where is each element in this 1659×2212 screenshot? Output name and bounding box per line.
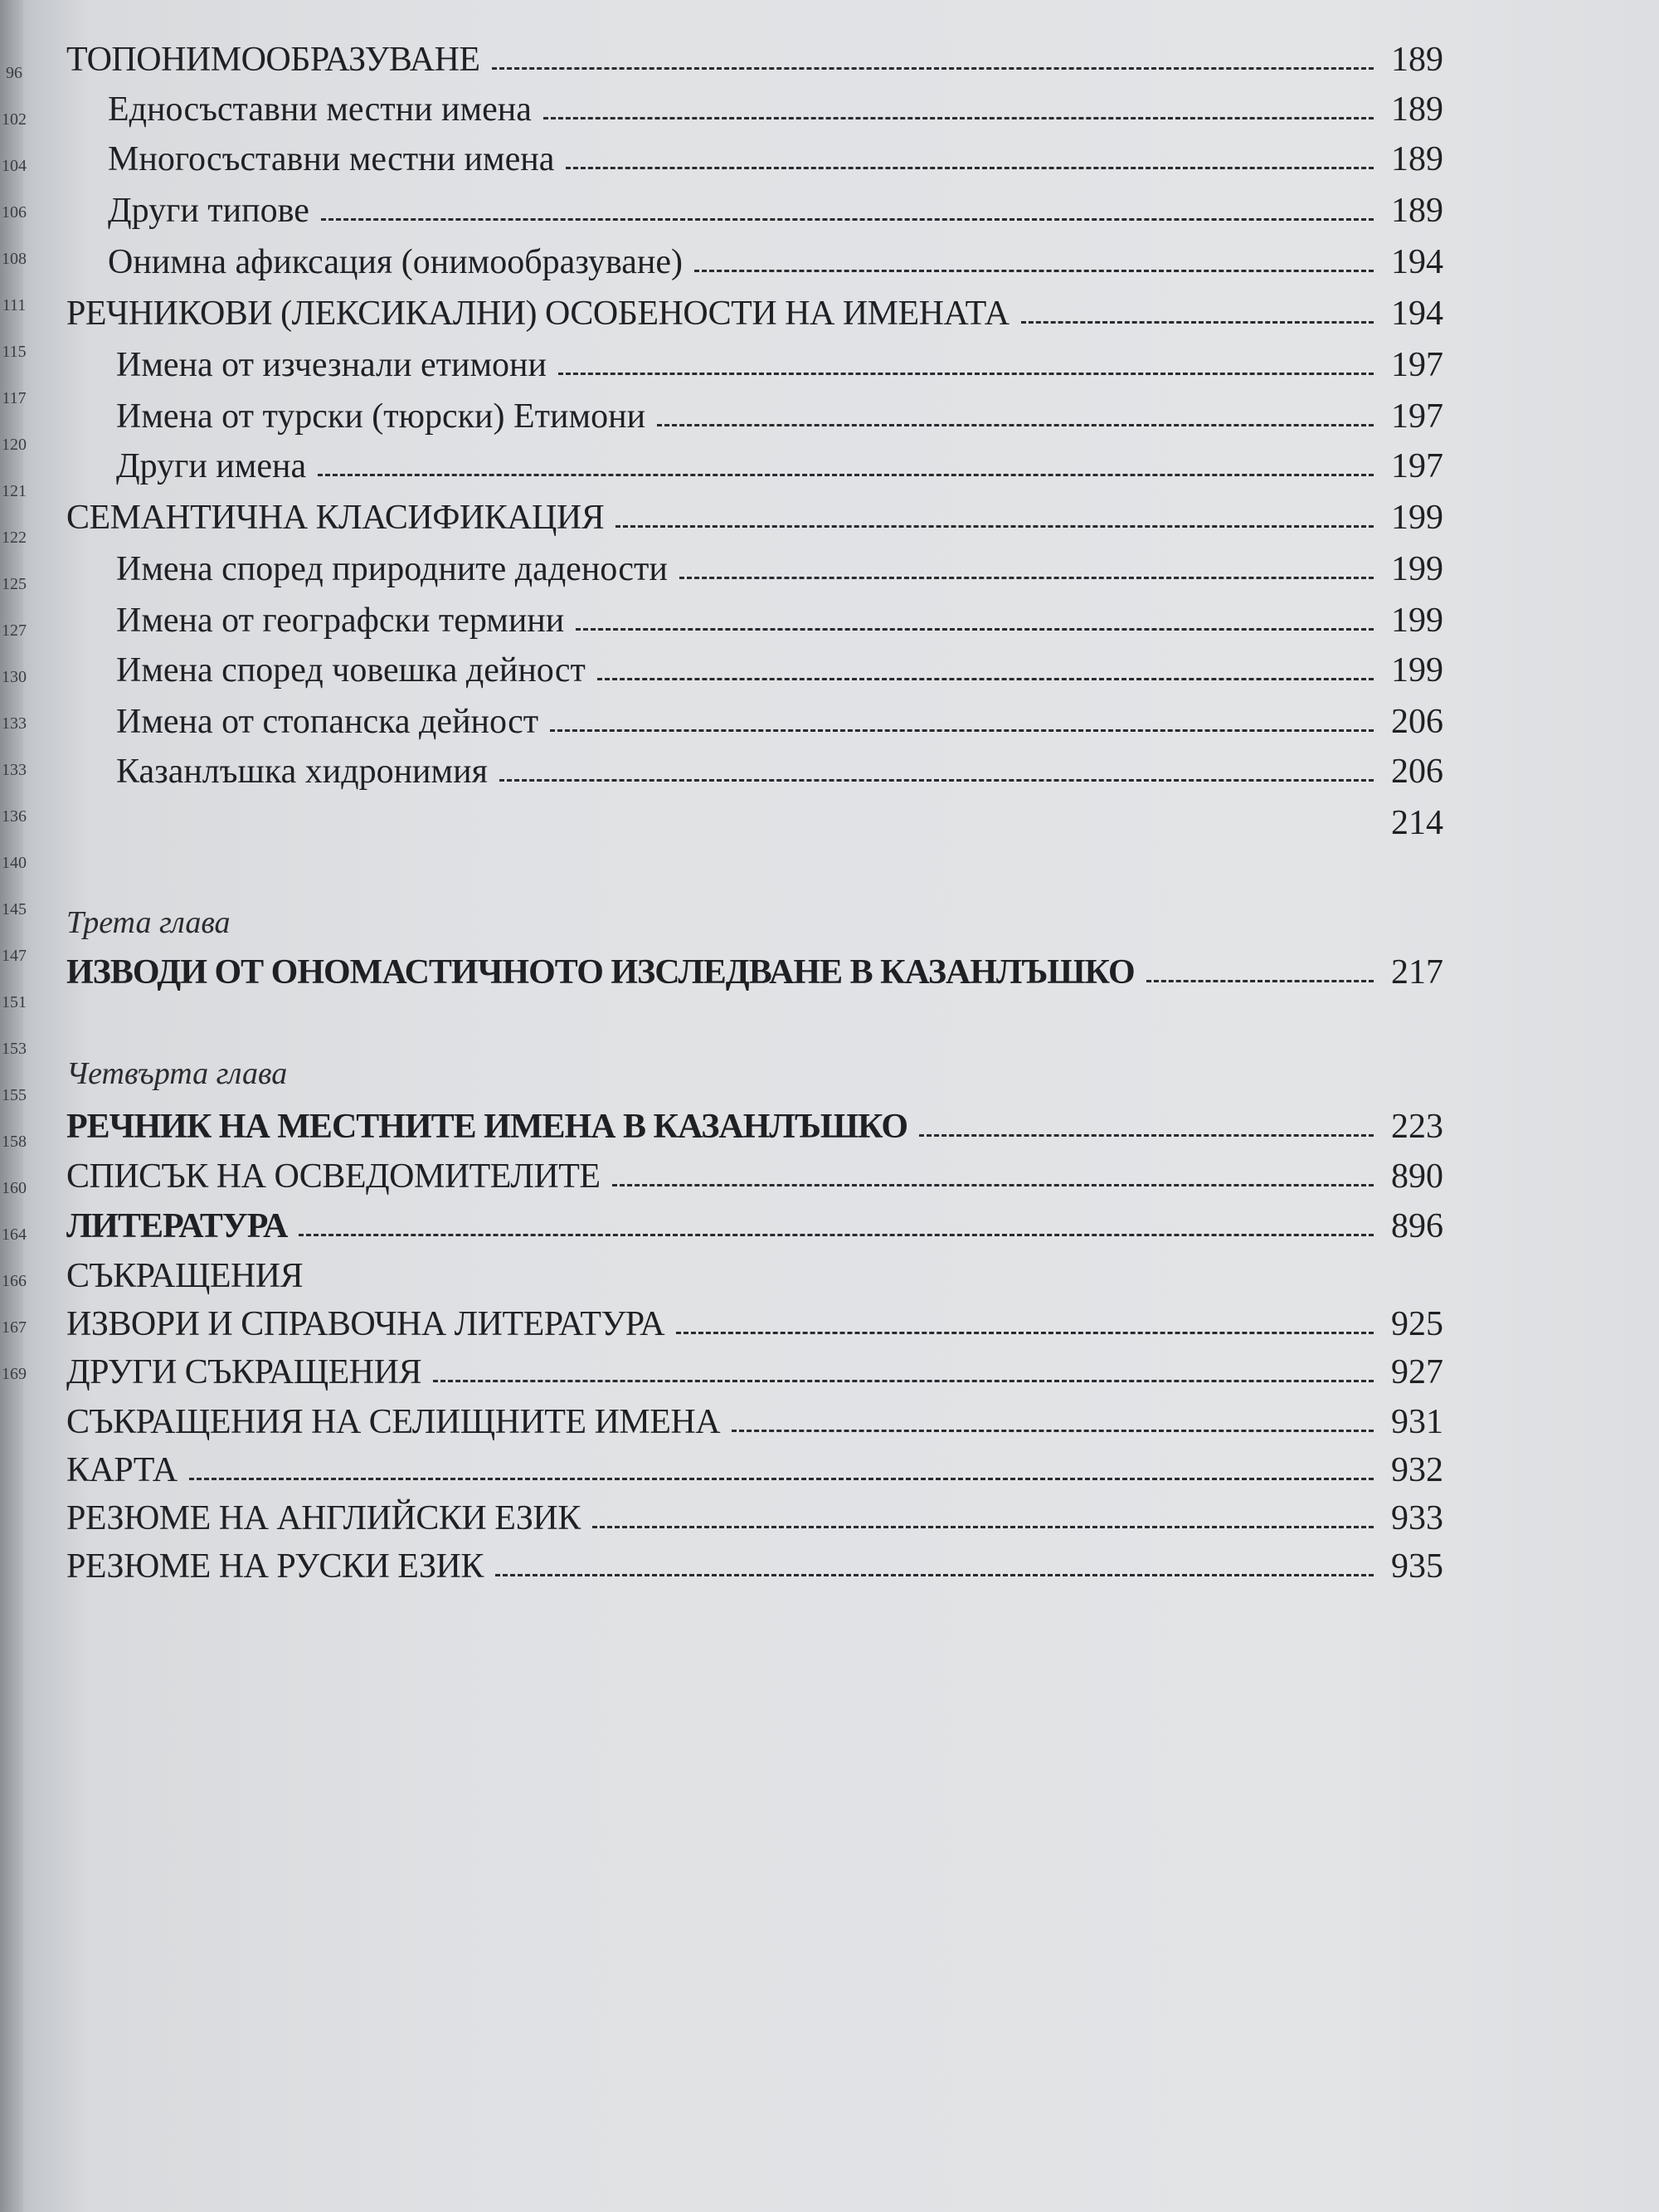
toc-entry — [66, 1100, 1443, 1147]
toc-entry-page: 896 — [1391, 1207, 1443, 1245]
toc-entry-title: Онимна афиксация (онимообразуване) — [108, 243, 683, 281]
dotted-leader — [694, 270, 1374, 272]
toc-entry-page: 933 — [1391, 1499, 1443, 1537]
toc-entry — [66, 184, 1443, 231]
toc-entry-title: Имена от турски (тюрски) Етимони — [116, 397, 646, 436]
toc-entry-title: РЕЗЮМЕ НА АНГЛИЙСКИ ЕЗИК — [66, 1499, 581, 1537]
toc-entry-page: 199 — [1391, 602, 1443, 640]
toc-entry — [66, 390, 1443, 436]
toc-entry — [66, 644, 1443, 690]
toc-entry — [66, 287, 1443, 334]
toc-entry-title: Други типове — [108, 192, 309, 230]
chapter-3-label: Трета глава — [66, 905, 231, 940]
dotted-leader — [492, 67, 1374, 70]
toc-entry — [66, 491, 1443, 538]
toc-entry — [66, 1250, 1443, 1296]
gutter-page-number: 169 — [2, 1365, 27, 1383]
toc-entry — [66, 1346, 1443, 1392]
toc-entry-page: 194 — [1391, 295, 1443, 333]
chapter-3-title: ИЗВОДИ ОТ ОНОМАСТИЧНОТО ИЗСЛЕДВАНЕ В КАЗАНЛЪШКО — [66, 953, 1135, 992]
toc-entry-title: Други имена — [116, 447, 307, 485]
dotted-leader — [495, 1574, 1374, 1576]
gutter-page-number: 158 — [2, 1133, 27, 1151]
toc-entry-page: 217 — [1391, 953, 1443, 992]
toc-entry-page: 199 — [1391, 499, 1443, 537]
toc-entry-title: Имена според човешка дейност — [116, 651, 586, 689]
toc-entry-title: СПИСЪК НА ОСВЕДОМИТЕЛИТЕ — [66, 1157, 601, 1196]
toc-entry-title: ЛИТЕРАТУРА — [66, 1207, 288, 1245]
toc-entry-page: 189 — [1391, 140, 1443, 178]
toc-entry — [66, 1298, 1443, 1344]
toc-entry — [66, 1444, 1443, 1490]
toc-entry-continuation — [66, 797, 1443, 843]
toc-entry-page: 189 — [1391, 41, 1443, 79]
dotted-leader — [1021, 321, 1374, 324]
toc-entry — [66, 133, 1443, 179]
gutter-page-number: 125 — [2, 575, 27, 593]
gutter-page-number: 140 — [2, 854, 27, 872]
dotted-leader — [499, 779, 1374, 782]
toc-entry-page: 199 — [1391, 651, 1443, 689]
toc-entry-title: РЕЧНИК НА МЕСТНИТЕ ИМЕНА В КАЗАНЛЪШКО — [66, 1108, 908, 1146]
toc-entry — [66, 236, 1443, 282]
gutter-page-number: 96 — [6, 64, 22, 82]
dotted-leader — [566, 167, 1374, 169]
gutter-page-number: 133 — [2, 761, 27, 779]
gutter-page-number: 111 — [2, 296, 27, 314]
chapter-4-label: Четвърта глава — [66, 1056, 288, 1091]
toc-entry-title: РЕЗЮМЕ НА РУСКИ ЕЗИК — [66, 1547, 484, 1586]
dotted-leader — [543, 117, 1374, 119]
toc-entry-page: 197 — [1391, 447, 1443, 485]
toc-entry — [66, 1200, 1443, 1246]
gutter-page-number: 153 — [2, 1040, 27, 1058]
toc-entry — [66, 33, 1443, 80]
toc-entry-title: СЕМАНТИЧНА КЛАСИФИКАЦИЯ — [66, 499, 605, 537]
toc-entry-page: 197 — [1391, 346, 1443, 384]
adjacent-page-numbers — [0, 50, 28, 1397]
toc-entry-page: 189 — [1391, 90, 1443, 129]
dotted-leader — [615, 525, 1374, 528]
toc-entry-title: ИЗВОРИ И СПРАВОЧНА ЛИТЕРАТУРА — [66, 1305, 665, 1343]
gutter-page-number: 151 — [2, 993, 27, 1011]
toc-entry-title: Едносъставни местни имена — [108, 90, 532, 129]
dotted-leader — [679, 577, 1374, 579]
toc-entry-page: 223 — [1391, 1108, 1443, 1146]
gutter-page-number: 120 — [2, 436, 27, 454]
toc-entry-title: РЕЧНИКОВИ (ЛЕКСИКАЛНИ) ОСОБЕНОСТИ НА ИМЕНАТА — [66, 295, 1010, 333]
toc-entry-title: Многосъставни местни имена — [108, 140, 555, 178]
toc-entry-page: 199 — [1391, 550, 1443, 588]
toc-entry-page: 206 — [1391, 753, 1443, 791]
toc-entry-page: 890 — [1391, 1157, 1443, 1196]
toc-entry-page: 932 — [1391, 1451, 1443, 1489]
gutter-page-number: 115 — [2, 343, 27, 361]
gutter-page-number: 133 — [2, 714, 27, 733]
gutter-page-number: 155 — [2, 1086, 27, 1104]
toc-entry-title: СЪКРАЩЕНИЯ НА СЕЛИЩНИТЕ ИМЕНА — [66, 1403, 721, 1441]
toc-entry — [66, 946, 1443, 992]
gutter-page-number: 147 — [2, 947, 27, 965]
toc-entry-title: Имена според природните дадености — [116, 550, 668, 588]
gutter-page-number: 145 — [2, 900, 27, 918]
dotted-leader — [433, 1380, 1374, 1382]
toc-entry — [66, 83, 1443, 129]
dotted-leader — [299, 1234, 1374, 1236]
toc-entry — [66, 1396, 1443, 1442]
toc-entry-title: ДРУГИ СЪКРАЩЕНИЯ — [66, 1353, 421, 1391]
dotted-leader — [592, 1526, 1374, 1528]
toc-entry-page: 931 — [1391, 1403, 1443, 1441]
gutter-page-number: 166 — [2, 1272, 27, 1290]
toc-entry — [66, 440, 1443, 486]
gutter-page-number: 104 — [2, 157, 27, 175]
dotted-leader — [318, 474, 1374, 476]
dotted-leader — [189, 1478, 1374, 1480]
gutter-page-number: 106 — [2, 203, 27, 222]
toc-entry — [66, 1540, 1443, 1586]
gutter-page-number: 102 — [2, 110, 27, 129]
dotted-leader — [612, 1184, 1374, 1186]
toc-entry-page: 206 — [1391, 703, 1443, 741]
gutter-page-number: 122 — [2, 529, 27, 547]
toc-entry-title: Имена от стопанска дейност — [116, 703, 539, 741]
gutter-page-number: 136 — [2, 807, 27, 826]
toc-entry-title: СЪКРАЩЕНИЯ — [66, 1257, 304, 1295]
toc-entry-page: 197 — [1391, 397, 1443, 436]
dotted-leader — [597, 678, 1374, 680]
toc-entry-title: КАРТА — [66, 1451, 178, 1489]
dotted-leader — [919, 1134, 1374, 1137]
toc-entry — [66, 339, 1443, 385]
dotted-leader — [732, 1430, 1374, 1432]
toc-entry — [66, 695, 1443, 742]
dotted-leader — [657, 424, 1374, 426]
dotted-leader — [558, 373, 1374, 375]
toc-entry-title: Казанлъшка хидронимия — [116, 753, 488, 791]
gutter-page-number: 160 — [2, 1179, 27, 1197]
toc-entry-page: 927 — [1391, 1353, 1443, 1391]
toc-entry-page: 214 — [1391, 804, 1443, 842]
gutter-page-number: 164 — [2, 1225, 27, 1244]
toc-entry-page: 925 — [1391, 1305, 1443, 1343]
dotted-leader — [676, 1332, 1374, 1334]
gutter-page-number: 130 — [2, 668, 27, 686]
dotted-leader — [1146, 980, 1374, 982]
toc-entry-title: ТОПОНИМООБРАЗУВАНЕ — [66, 41, 480, 79]
dotted-leader — [576, 628, 1374, 631]
toc-entry — [66, 543, 1443, 589]
gutter-page-number: 127 — [2, 621, 27, 640]
gutter-page-number: 167 — [2, 1318, 27, 1337]
gutter-page-number: 108 — [2, 250, 27, 268]
dotted-leader — [550, 729, 1374, 732]
toc-entry-title: Имена от изчезнали етимони — [116, 346, 547, 384]
toc-entry — [66, 745, 1443, 792]
toc-entry — [66, 1150, 1443, 1196]
gutter-page-number: 117 — [2, 389, 27, 407]
toc-entry-page: 935 — [1391, 1547, 1443, 1586]
dotted-leader — [321, 218, 1374, 221]
gutter-page-number: 121 — [2, 482, 27, 500]
toc-entry — [66, 1492, 1443, 1538]
toc-entry-page: 194 — [1391, 243, 1443, 281]
toc-entry-page: 189 — [1391, 192, 1443, 230]
toc-entry-title: Имена от географски термини — [116, 602, 565, 640]
toc-entry — [66, 594, 1443, 641]
